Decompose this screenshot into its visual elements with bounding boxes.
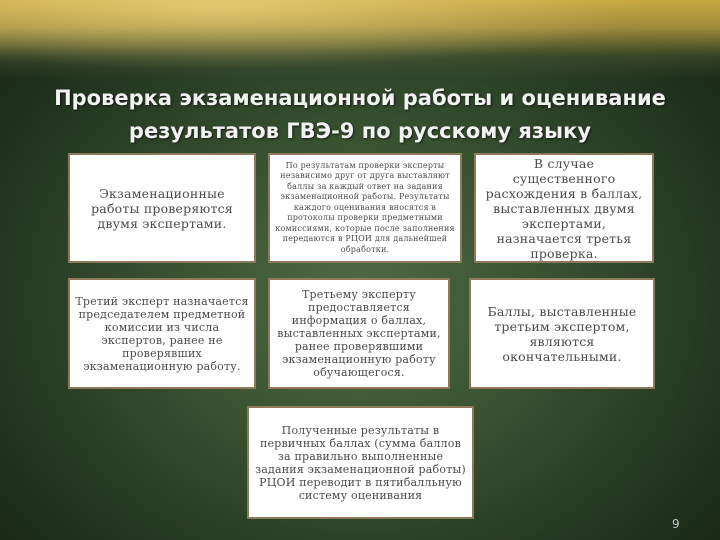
- slide-title-line-2: результатов ГВЭ-9 по русскому языку: [128, 119, 592, 143]
- box-score-conversion: [247, 406, 474, 519]
- box-score-conversion-text: Полученные результаты в первичных баллах (сумма баллов за правильно выполненные задания экзаменационной работы) РЦОИ переводит в пятибалльную систему оценивания: [255, 423, 466, 502]
- header-decoration: [0, 0, 720, 80]
- box-third-expert-info: [268, 278, 450, 389]
- box-final-scores: [469, 278, 655, 389]
- box-third-expert-info-text: Третьему эксперту предоставляется информация о баллах, выставленных экспертами, ранее проверявшими экзаменационную работу обучающегося.: [277, 288, 441, 379]
- box-third-check: [474, 153, 654, 263]
- slide-title: [20, 82, 700, 148]
- page-number: 9: [672, 517, 680, 531]
- box-third-expert-appointment: [68, 278, 256, 389]
- box-independent-scoring: [268, 153, 462, 263]
- box-two-experts-text: Экзаменационные работы проверяются двумя экспертами.: [91, 185, 233, 231]
- box-third-expert-appointment-text: Третий эксперт назначается председателем предметной комиссии из числа экспертов, ранее не проверявших экзаменационную работу.: [75, 294, 249, 373]
- box-two-experts: [68, 153, 256, 263]
- box-independent-scoring-text: По результатам проверки эксперты независимо друг от друга выставляют баллы за каждый ответ на задания экзаменационной работы. Результаты каждого оценивания вносятся в протоколы проверки предметными комиссиями, которые после заполнения передаются в РЦОИ для дальнейшей обработки.: [275, 160, 455, 254]
- box-final-scores-text: Баллы, выставленные третьим экспертом, являются окончательными.: [487, 303, 637, 364]
- slide-title-line-1: Проверка экзаменационной работы и оценивание: [54, 86, 666, 110]
- box-third-check-text: В случае существенного расхождения в баллах, выставленных двумя экспертами, назначается третья проверка.: [485, 155, 643, 261]
